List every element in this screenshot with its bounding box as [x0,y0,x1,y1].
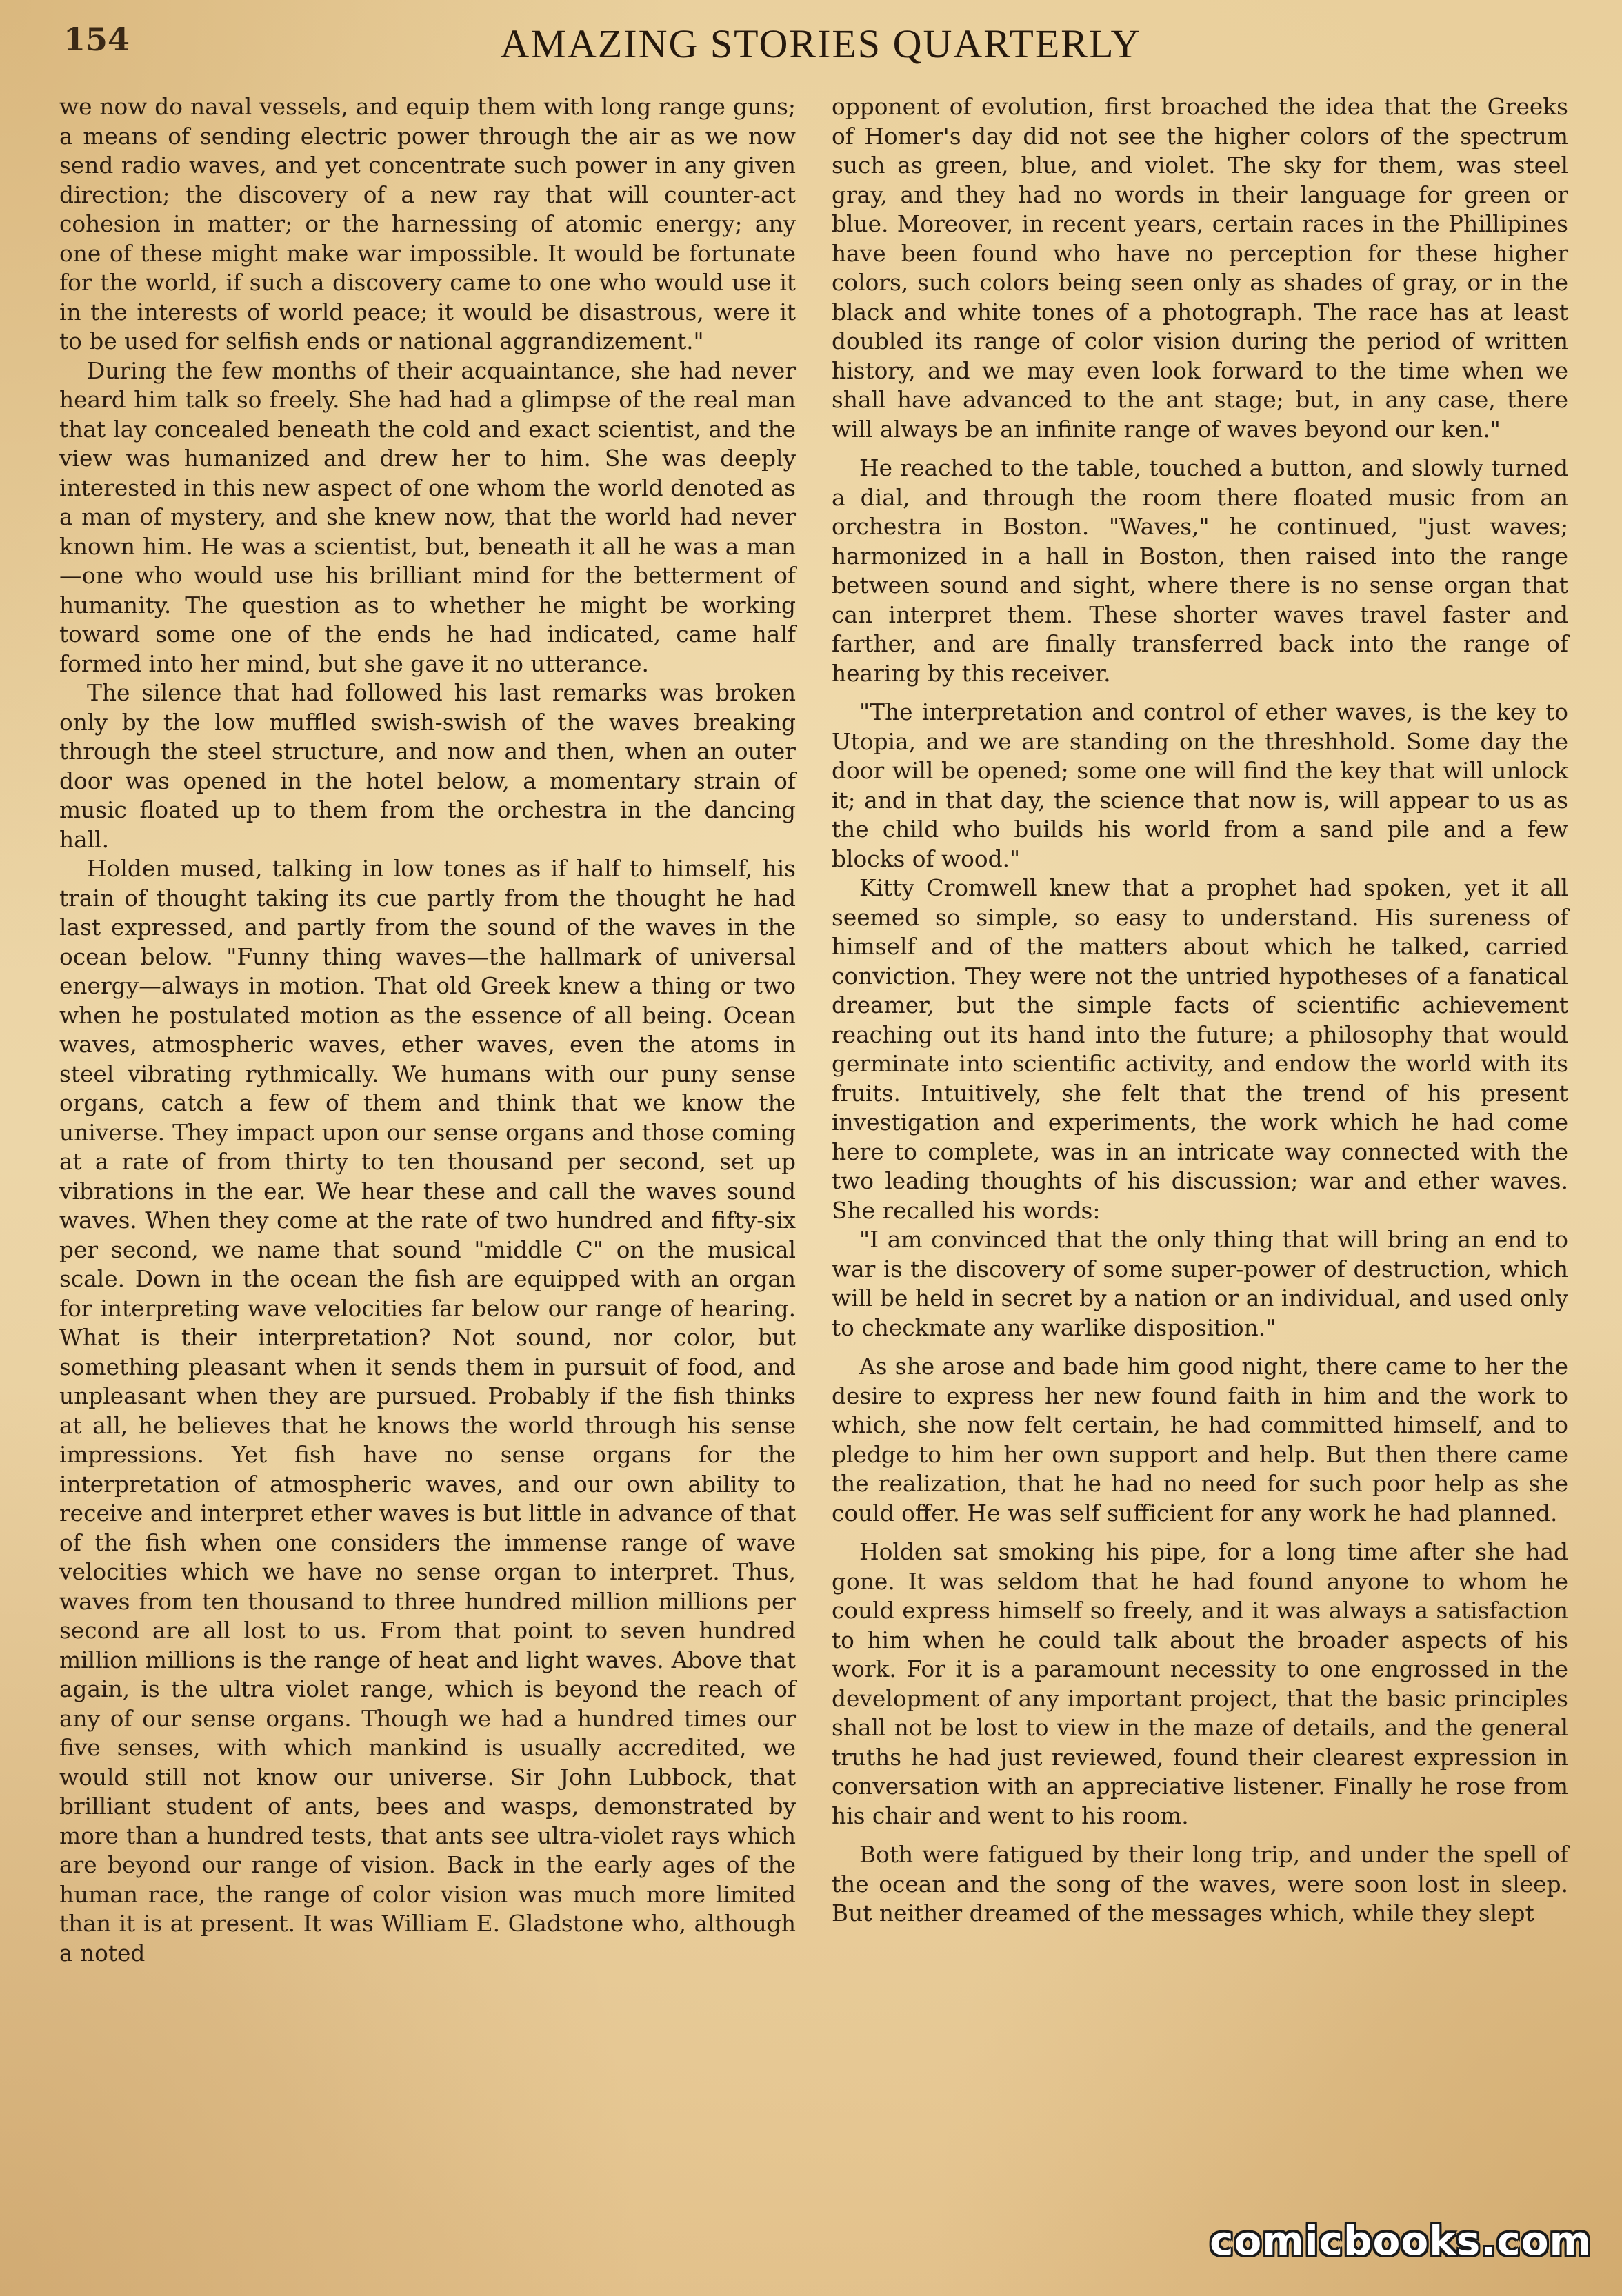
paragraph: Holden sat smoking his pipe, for a long time after she had gone. It was seldom that he had found anyone to whom he could express himself so freely, and it was always a satisfaction to him when he could talk about the broader aspects of his work. For it is a paramount necessity to one engrossed in the development of any important project, that the basic principles shall not be lost to view in the maze of details, and the general truths he had just reviewed, found their clearest expression in conversation with an appreciative listener. Finally he rose from his chair and went to his room. [832,1539,1568,1829]
paragraph: He reached to the table, touched a button, and slowly turned a dial, and through the room there floated music from an orchestra in Boston. "Waves," he continued, "just waves; harmonized in a hall in Boston, then raised into the range between sound and sight, where there is no sense organ that can interpret them. These shorter waves travel faster and farther, and are finally transferred back into the range of hearing by this receiver. [832,455,1568,687]
watermark-logo: comicbooks.com [1210,2217,1592,2264]
paragraph: we now do naval vessels, and equip them with long range guns; a means of sending electric power through the air as we now send radio waves, and yet concentrate such power in any given direction; the discovery of a new ray that will counter-act cohesion in matter; or the harnessing of atomic energy; any one of these might make war impossible. It would be fortunate for the world, if such a discovery came to one who would use it in the interests of world peace; it would be disastrous, were it to be used for selfish ends or national aggrandizement." [59,94,796,354]
paragraph: During the few months of their acquaintance, she had never heard him talk so freely. She had had a glimpse of the real man that lay concealed beneath the cold and exact scientist, and the view was humanized and drew her to him. She was deeply interested in this new aspect of one whom the world denoted as a man of mystery, and she knew now, that the world had never known him. He was a scientist, but, beneath it all he was a man—one who would use his brilliant mind for the betterment of humanity. The question as to whether he might be working toward some one of the ends he had indicated, came half formed into her mind, but she gave it no utterance. [59,357,796,677]
paragraph: As she arose and bade him good night, there came to her the desire to express her new found faith in him and the work to which, she now felt certain, he had committed himself, and to pledge to him her own support and help. But then there came the realization, that he had no need for such poor help as she could offer. He was self sufficient for any work he had planned. [832,1353,1568,1527]
paragraph: Kitty Cromwell knew that a prophet had spoken, yet it all seemed so simple, so easy to understand. His sureness of himself and of the matters about which he talked, carried conviction. They were not the untried hypotheses of a fanatical dreamer, but the simple facts of scientific achievement reaching out its hand into the future; a philosophy that would germinate into scientific activity, and endow the world with its fruits. Intuitively, she felt that the trend of his present investigation and experiments, the work which he had come here to complete, was in an intricate way connected with the two leading thoughts of his discussion; war and ether waves. She recalled his words: [832,875,1568,1224]
running-head: AMAZING STORIES QUARTERLY [500,21,1141,66]
paragraph: Both were fatigued by their long trip, and under the spell of the ocean and the song of the waves, were soon lost in sleep. But neither dreamed of the messages which, while they slept [832,1842,1568,1926]
paragraph: The silence that had followed his last remarks was broken only by the low muffled swish-swish of the waves breaking through the steel structure, and now and then, when an outer door was opened in the hotel below, a momentary strain of music floated up to them from the orchestra in the dancing hall. [59,680,796,853]
paragraph: opponent of evolution, first broached the idea that the Greeks of Homer's day did not see the higher colors of the spectrum such as green, blue, and violet. The sky for them, was steel gray, and they had no words in their language for green or blue. Moreover, in recent years, certain races in the Phillipines have been found who have no perception for these higher colors, such colors being seen only as shades of gray, or in the black and white tones of a photograph. The race has at least doubled its range of color vision during the period of written history, and we may even look forward to the time when we shall have advanced to the ant stage; but, in any case, there will always be an infinite range of waves beyond our ken." [832,94,1568,443]
paragraph: "The interpretation and control of ether waves, is the key to Utopia, and we are standing on the threshhold. Some day the door will be opened; some one will find the key that will unlock it; and in that day, the science that now is, will appear to us as the child who builds his world from a sand pile and a few blocks of wood." [832,699,1568,872]
left-column [59,92,796,1968]
paragraph: Holden mused, talking in low tones as if half to himself, his train of thought taking its cue partly from the thought he had last expressed, and partly from the sound of the waves in the ocean below. "Funny thing waves—the hallmark of universal energy—always in motion. That old Greek knew a thing or two when he postulated motion as the essence of all being. Ocean waves, atmospheric waves, ether waves, even the atoms in steel vibrating rythmically. We humans with our puny sense organs, catch a few of them and think that we know the universe. They impact upon our sense organs and those coming at a rate of from thirty to ten thousand per second, set up vibrations in the ear. We hear these and call the waves sound waves. When they come at the rate of two hundred and fifty-six per second, we name that sound "middle C" on the musical scale. Down in the ocean the fish are equipped with an organ for interpreting wave velocities far below our range of hearing. What is their interpretation? Not sound, nor color, but something pleasant when it sends them in pursuit of food, and unpleasant when they are pursued. Probably if the fish thinks at all, he believes that he knows the world through his sense impressions. Yet fish have no sense organs for the interpretation of atmospheric waves, and our own ability to receive and interpret ether waves is but little in advance of that of the fish when one considers the immense range of wave velocities which we have no sense organ to interpret. Thus, waves from ten thousand to three hundred million millions per second are all lost to us. From that point to seven hundred million millions is the range of heat and light waves. Above that again, is the ultra violet range, which is beyond the reach of any of our sense organs. Though we had a hundred times our five senses, with which mankind is usually accredited, we would still not know our universe. Sir John Lubbock, that brilliant student of ants, bees and wasps, demonstrated by more than a hundred tests, that ants see ultra-violet rays which are beyond our range of vision. Back in the early ages of the human race, the range of color vision was much more limited than it is at present. It was William E. Gladstone who, although a noted [59,856,796,1966]
paragraph: "I am convinced that the only thing that will bring an end to war is the discovery of some super-power of destruction, which will be held in secret by a nation or an individual, and used only to checkmate any warlike disposition." [832,1227,1568,1341]
page-number: 154 [63,21,130,58]
right-column [832,92,1568,1929]
